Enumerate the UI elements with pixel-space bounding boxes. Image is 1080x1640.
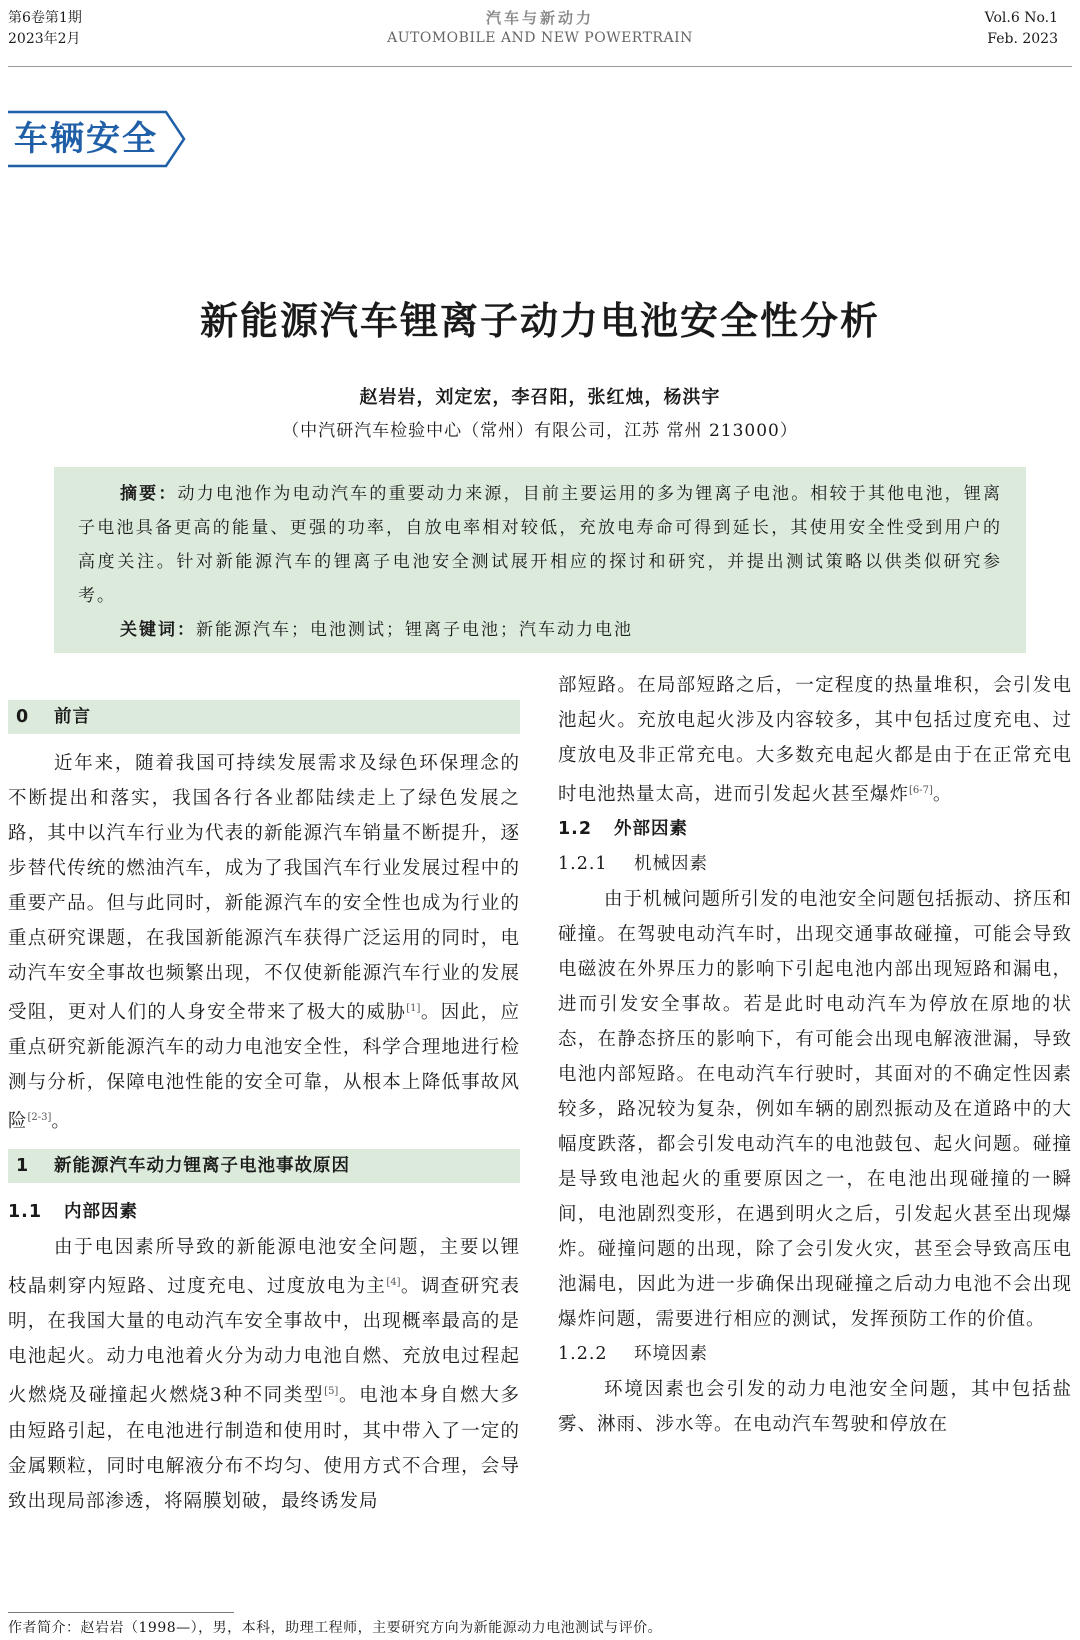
subsubsection-number: 1.2.1	[558, 854, 608, 875]
text-run: 。调查研究表明，在我国大量的电动汽车安全事故中，出现概率最高的是电池起火。动力电池着火分为动力电池自燃、充放电过程起火燃烧及碰撞起火燃烧3种不同类型	[8, 1276, 520, 1407]
section-title: 新能源汽车动力锂离子电池事故原因	[54, 1156, 350, 1177]
date-cn-label: 2023年2月	[8, 31, 81, 47]
body-column-right	[558, 675, 1073, 1442]
abstract-paragraph	[78, 477, 1002, 613]
text-run: 。电池本身自燃大多由短路引起，在电池进行制造和使用时，其中带入了一定的金属颗粒，同时电解液分布不均匀、使用方式不合理，会导致出现局部渗透，将隔膜划破，最终诱发局	[8, 1385, 520, 1512]
journal-name-en: AUTOMOBILE AND NEW POWERTRAIN	[387, 30, 693, 46]
author-footnote: 作者简介：赵岩岩（1998—），男，本科，助理工程师，主要研究方向为新能源动力电池测试与评价。	[8, 1620, 663, 1636]
text-run: 。	[932, 784, 953, 806]
text-run: 。	[51, 1111, 71, 1133]
subsection-1-2-heading	[558, 812, 1072, 847]
section-1-heading	[8, 1149, 520, 1183]
issue-label: 第6卷第1期	[8, 10, 82, 26]
citation: [6-7]	[909, 785, 933, 796]
section-badge	[6, 108, 206, 170]
subsection-title: 内部因素	[64, 1202, 138, 1223]
journal-name-cn: 汽车与新动力	[485, 9, 594, 27]
keywords-label: 关键词：	[120, 620, 196, 640]
subsubsection-number: 1.2.2	[558, 1344, 608, 1365]
journal-name	[0, 8, 1080, 48]
paragraph-mechanical-factors: 由于机械问题所引发的电池安全问题包括振动、挤压和碰撞。在驾驶电动汽车时，出现交通事故碰撞，可能会导致电磁波在外界压力的影响下引起电池内部出现短路和漏电，进而引发安全事故。若是此时电动汽车为停放在原地的状态，在静态挤压的影响下，有可能会出现电解液泄漏，导致电池内部短路。在电动汽车行驶时，其面对的不确定性因素较多，路况较为复杂，例如车辆的剧烈振动及在道路中的大幅度跌落，都会引发电动汽车的电池鼓包、起火问题。碰撞是导致电池起火的重要原因之一，在电池出现碰撞的一瞬间，电池剧烈变形，在遇到明火之后，引发起火甚至出现爆炸。碰撞问题的出现，除了会引发火灾，甚至会导致高压电池漏电，因此为进一步确保出现碰撞之后动力电池不会出现爆炸问题，需要进行相应的测试，发挥预防工作的价值。	[558, 889, 1073, 1331]
running-header	[0, 8, 1080, 64]
citation: [5]	[324, 1386, 339, 1398]
affiliation: （中汽研汽车检验中心（常州）有限公司，江苏 常州 213000）	[282, 421, 798, 441]
citation: [4]	[386, 1277, 401, 1289]
section-number: 0	[16, 707, 30, 727]
citation: [2-3]	[27, 1112, 52, 1124]
text-run: 近年来，随着我国可持续发展需求及绿色环保理念的不断提出和落实，我国各行各业都陆续走上了绿色发展之路，其中以汽车行业为代表的新能源汽车销量不断提升，逐步替代传统的燃油汽车，成为了我国汽车行业发展过程中的重要产品。但与此同时，新能源汽车的安全性也成为行业的重点研究课题，在我国新能源汽车获得广泛运用的同时，电动汽车安全事故也频繁出现，不仅使新能源汽车行业的发展受阻，更对人们的人身安全带来了极大的威胁	[8, 753, 520, 1024]
section-number: 1	[16, 1156, 30, 1177]
body-column-left	[8, 700, 520, 1519]
subsection-1-1-heading	[8, 1195, 520, 1230]
paper-title: 新能源汽车锂离子动力电池安全性分析	[199, 299, 880, 343]
author-list: 赵岩岩，刘定宏，李召阳，张红烛，杨洪宇	[359, 387, 721, 408]
text-run: 由于电因素所导致的新能源电池安全问题，主要以锂枝晶刺穿内短路、过度充电、过度放电为主	[8, 1237, 520, 1298]
subsection-title: 外部因素	[614, 819, 688, 840]
header-rule	[8, 66, 1072, 67]
date-en-label: Feb. 2023	[987, 31, 1058, 47]
section-0-heading	[8, 700, 520, 734]
section-title: 前言	[54, 707, 91, 727]
keywords-text: 新能源汽车；电池测试；锂离子电池；汽车动力电池	[196, 620, 633, 640]
subsection-number: 1.2	[558, 819, 593, 840]
abstract-label: 摘要：	[120, 484, 178, 504]
abstract-panel	[54, 467, 1026, 653]
header-right	[985, 8, 1058, 50]
subsection-number: 1.1	[8, 1202, 43, 1223]
footnote-rule	[8, 1612, 234, 1613]
volume-label: Vol.6 No.1	[984, 10, 1058, 26]
keywords-line	[78, 613, 1002, 647]
subsubsection-title: 环境因素	[634, 1344, 708, 1365]
abstract-text: 动力电池作为电动汽车的重要动力来源，目前主要运用的多为锂离子电池。相较于其他电池，锂离子电池具备更高的能量、更强的功率，自放电率相对较低，充放电寿命可得到延长，其使用安全性受到用户的高度关注。针对新能源汽车的锂离子电池安全测试展开相应的探讨和研究，并提出测试策略以供类似研究参考。	[78, 484, 1003, 606]
badge-label: 车辆安全	[14, 119, 158, 159]
subsubsection-1-2-1-heading	[558, 847, 1072, 882]
paragraph-continued	[558, 668, 1072, 812]
paragraph-intro	[8, 746, 520, 1139]
text-run: 。因此，应重点研究新能源汽车的动力电池安全性，科学合理地进行检测与分析，保障电池性能的安全可靠，从根本上降低事故风险	[8, 1002, 520, 1133]
text-run: 部短路。在局部短路之后，一定程度的热量堆积，会引发电池起火。充放电起火涉及内容较多，其中包括过度充电、过度放电及非正常充电。大多数充电起火都是由于在正常充电时电池热量太高，进而引发起火甚至爆炸	[558, 675, 1072, 806]
paragraph-environmental-factors: 环境因素也会引发的动力电池安全问题，其中包括盐雾、淋雨、涉水等。在电动汽车驾驶和停放在	[558, 1379, 1072, 1436]
citation: [1]	[406, 1003, 421, 1014]
paragraph-internal-factors	[8, 1230, 520, 1518]
subsubsection-1-2-2-heading	[558, 1337, 1072, 1372]
subsubsection-title: 机械因素	[634, 854, 708, 875]
